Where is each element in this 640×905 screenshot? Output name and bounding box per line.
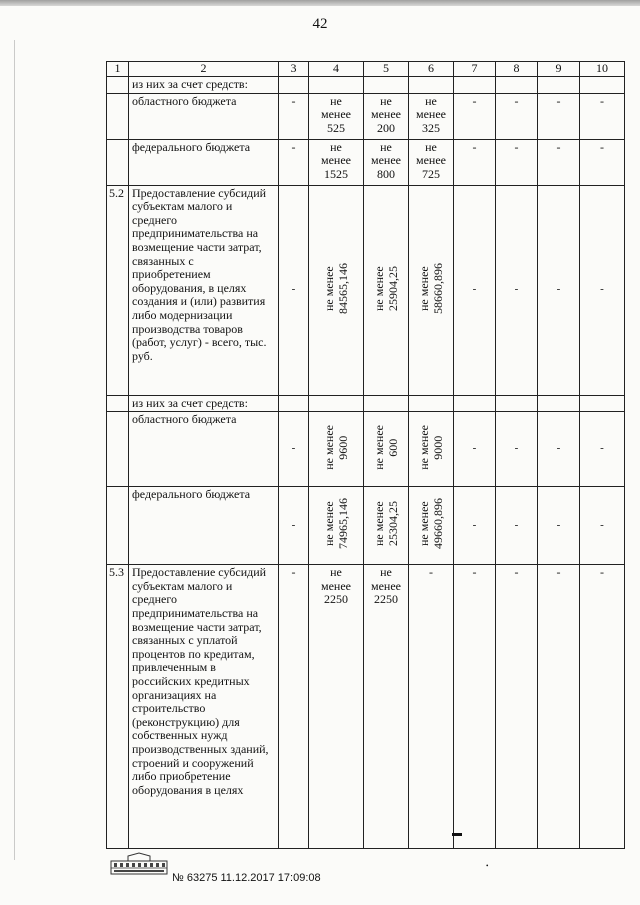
row-label: федерального бюджета [129, 139, 279, 185]
header-cell: 6 [409, 62, 454, 77]
header-cell: 7 [454, 62, 496, 77]
cell-value: - [454, 185, 496, 395]
cell-value: - [454, 487, 496, 565]
cell-value: - [496, 185, 538, 395]
cell-value: - [279, 412, 309, 487]
header-cell: 9 [538, 62, 580, 77]
cell-value: - [580, 139, 625, 185]
registration-number: № 63275 11.12.2017 17:09:08 [172, 872, 321, 884]
table-row [107, 395, 625, 412]
row-label: федерального бюджета [129, 487, 279, 565]
page-number: 42 [312, 16, 328, 32]
row-number: 5.2 [107, 185, 129, 395]
header-cell: 2 [129, 62, 279, 77]
cell-value: не менее 9000 [417, 425, 445, 470]
scan-left-edge [14, 40, 15, 860]
header-cell: 10 [580, 62, 625, 77]
cell-value: - [409, 565, 454, 849]
cell-value: - [496, 565, 538, 849]
program-table [106, 61, 625, 849]
scan-mark: ▬ [452, 828, 462, 839]
cell-value: - [538, 139, 580, 185]
header-row [107, 62, 625, 77]
registration-stamp-icon [110, 852, 168, 876]
header-cell: 3 [279, 62, 309, 77]
cell-value: - [580, 412, 625, 487]
cell-value: не менее 9600 [322, 425, 350, 470]
cell-value: не менее 600 [372, 425, 400, 470]
cell-value: - [454, 412, 496, 487]
cell-value: не менее 84565,146 [322, 262, 350, 314]
row-label: Предоставление субсидий субъектам малого и среднего предпринимательства на возмещение части затрат, связанных с приобретением оборудования, в целях создания и (или) развития либо модернизации производства товаров (работ, услуг) - всего, тыс. руб. [129, 185, 279, 395]
header-cell: 8 [496, 62, 538, 77]
scan-mark: • [486, 862, 489, 870]
cell-value: - [538, 185, 580, 395]
cell-value: не менее 725 [409, 139, 454, 185]
cell-value: - [454, 139, 496, 185]
table-row [107, 487, 625, 565]
cell-value: - [580, 185, 625, 395]
cell-value: - [538, 412, 580, 487]
cell-value: - [279, 185, 309, 395]
table-row [107, 565, 625, 849]
cell-value: - [279, 139, 309, 185]
cell-value: - [279, 93, 309, 139]
cell-value: - [279, 487, 309, 565]
cell-value: не менее 58660,896 [417, 262, 445, 314]
row-label: из них за счет средств: [129, 395, 279, 412]
cell-value: не менее 2250 [309, 565, 364, 849]
cell-value: - [580, 93, 625, 139]
row-number: 5.3 [107, 565, 129, 849]
cell-value: - [454, 93, 496, 139]
cell-value: не менее 200 [364, 93, 409, 139]
cell-value: не менее 2250 [364, 565, 409, 849]
cell-value: - [279, 565, 309, 849]
cell-value: - [538, 487, 580, 565]
cell-value: не менее 49660,896 [417, 498, 445, 550]
cell-value: - [496, 487, 538, 565]
cell-value: - [580, 565, 625, 849]
row-label: Предоставление субсидий субъектам малого и среднего предпринимательства на возмещение части затрат, связанных с уплатой процентов по кредитам, привлеченным в российских кредитных организациях на строительство (реконструкцию) для собственных нужд производственных зданий, строений и сооружений либо приобретение оборудования в целях [129, 565, 279, 849]
cell-value: не менее 1525 [309, 139, 364, 185]
cell-value: не менее 325 [409, 93, 454, 139]
table-row [107, 185, 625, 395]
cell-value: - [580, 487, 625, 565]
table-row [107, 93, 625, 139]
cell-value: - [496, 93, 538, 139]
cell-value: не менее 800 [364, 139, 409, 185]
row-label: областного бюджета [129, 412, 279, 487]
cell-value: - [496, 412, 538, 487]
table-row [107, 412, 625, 487]
cell-value: не менее 525 [309, 93, 364, 139]
cell-value: не менее 25904,25 [372, 265, 400, 311]
scan-top-edge [0, 0, 640, 6]
cell-value: не менее 74965,146 [322, 498, 350, 550]
header-cell: 5 [364, 62, 409, 77]
header-cell: 1 [107, 62, 129, 77]
cell-value: - [496, 139, 538, 185]
cell-value: - [538, 565, 580, 849]
table-row [107, 77, 625, 94]
table-row [107, 139, 625, 185]
cell-value: - [538, 93, 580, 139]
row-label: областного бюджета [129, 93, 279, 139]
row-label: из них за счет средств: [129, 77, 279, 94]
cell-value: - [454, 565, 496, 849]
cell-value: не менее 25304,25 [372, 501, 400, 547]
header-cell: 4 [309, 62, 364, 77]
